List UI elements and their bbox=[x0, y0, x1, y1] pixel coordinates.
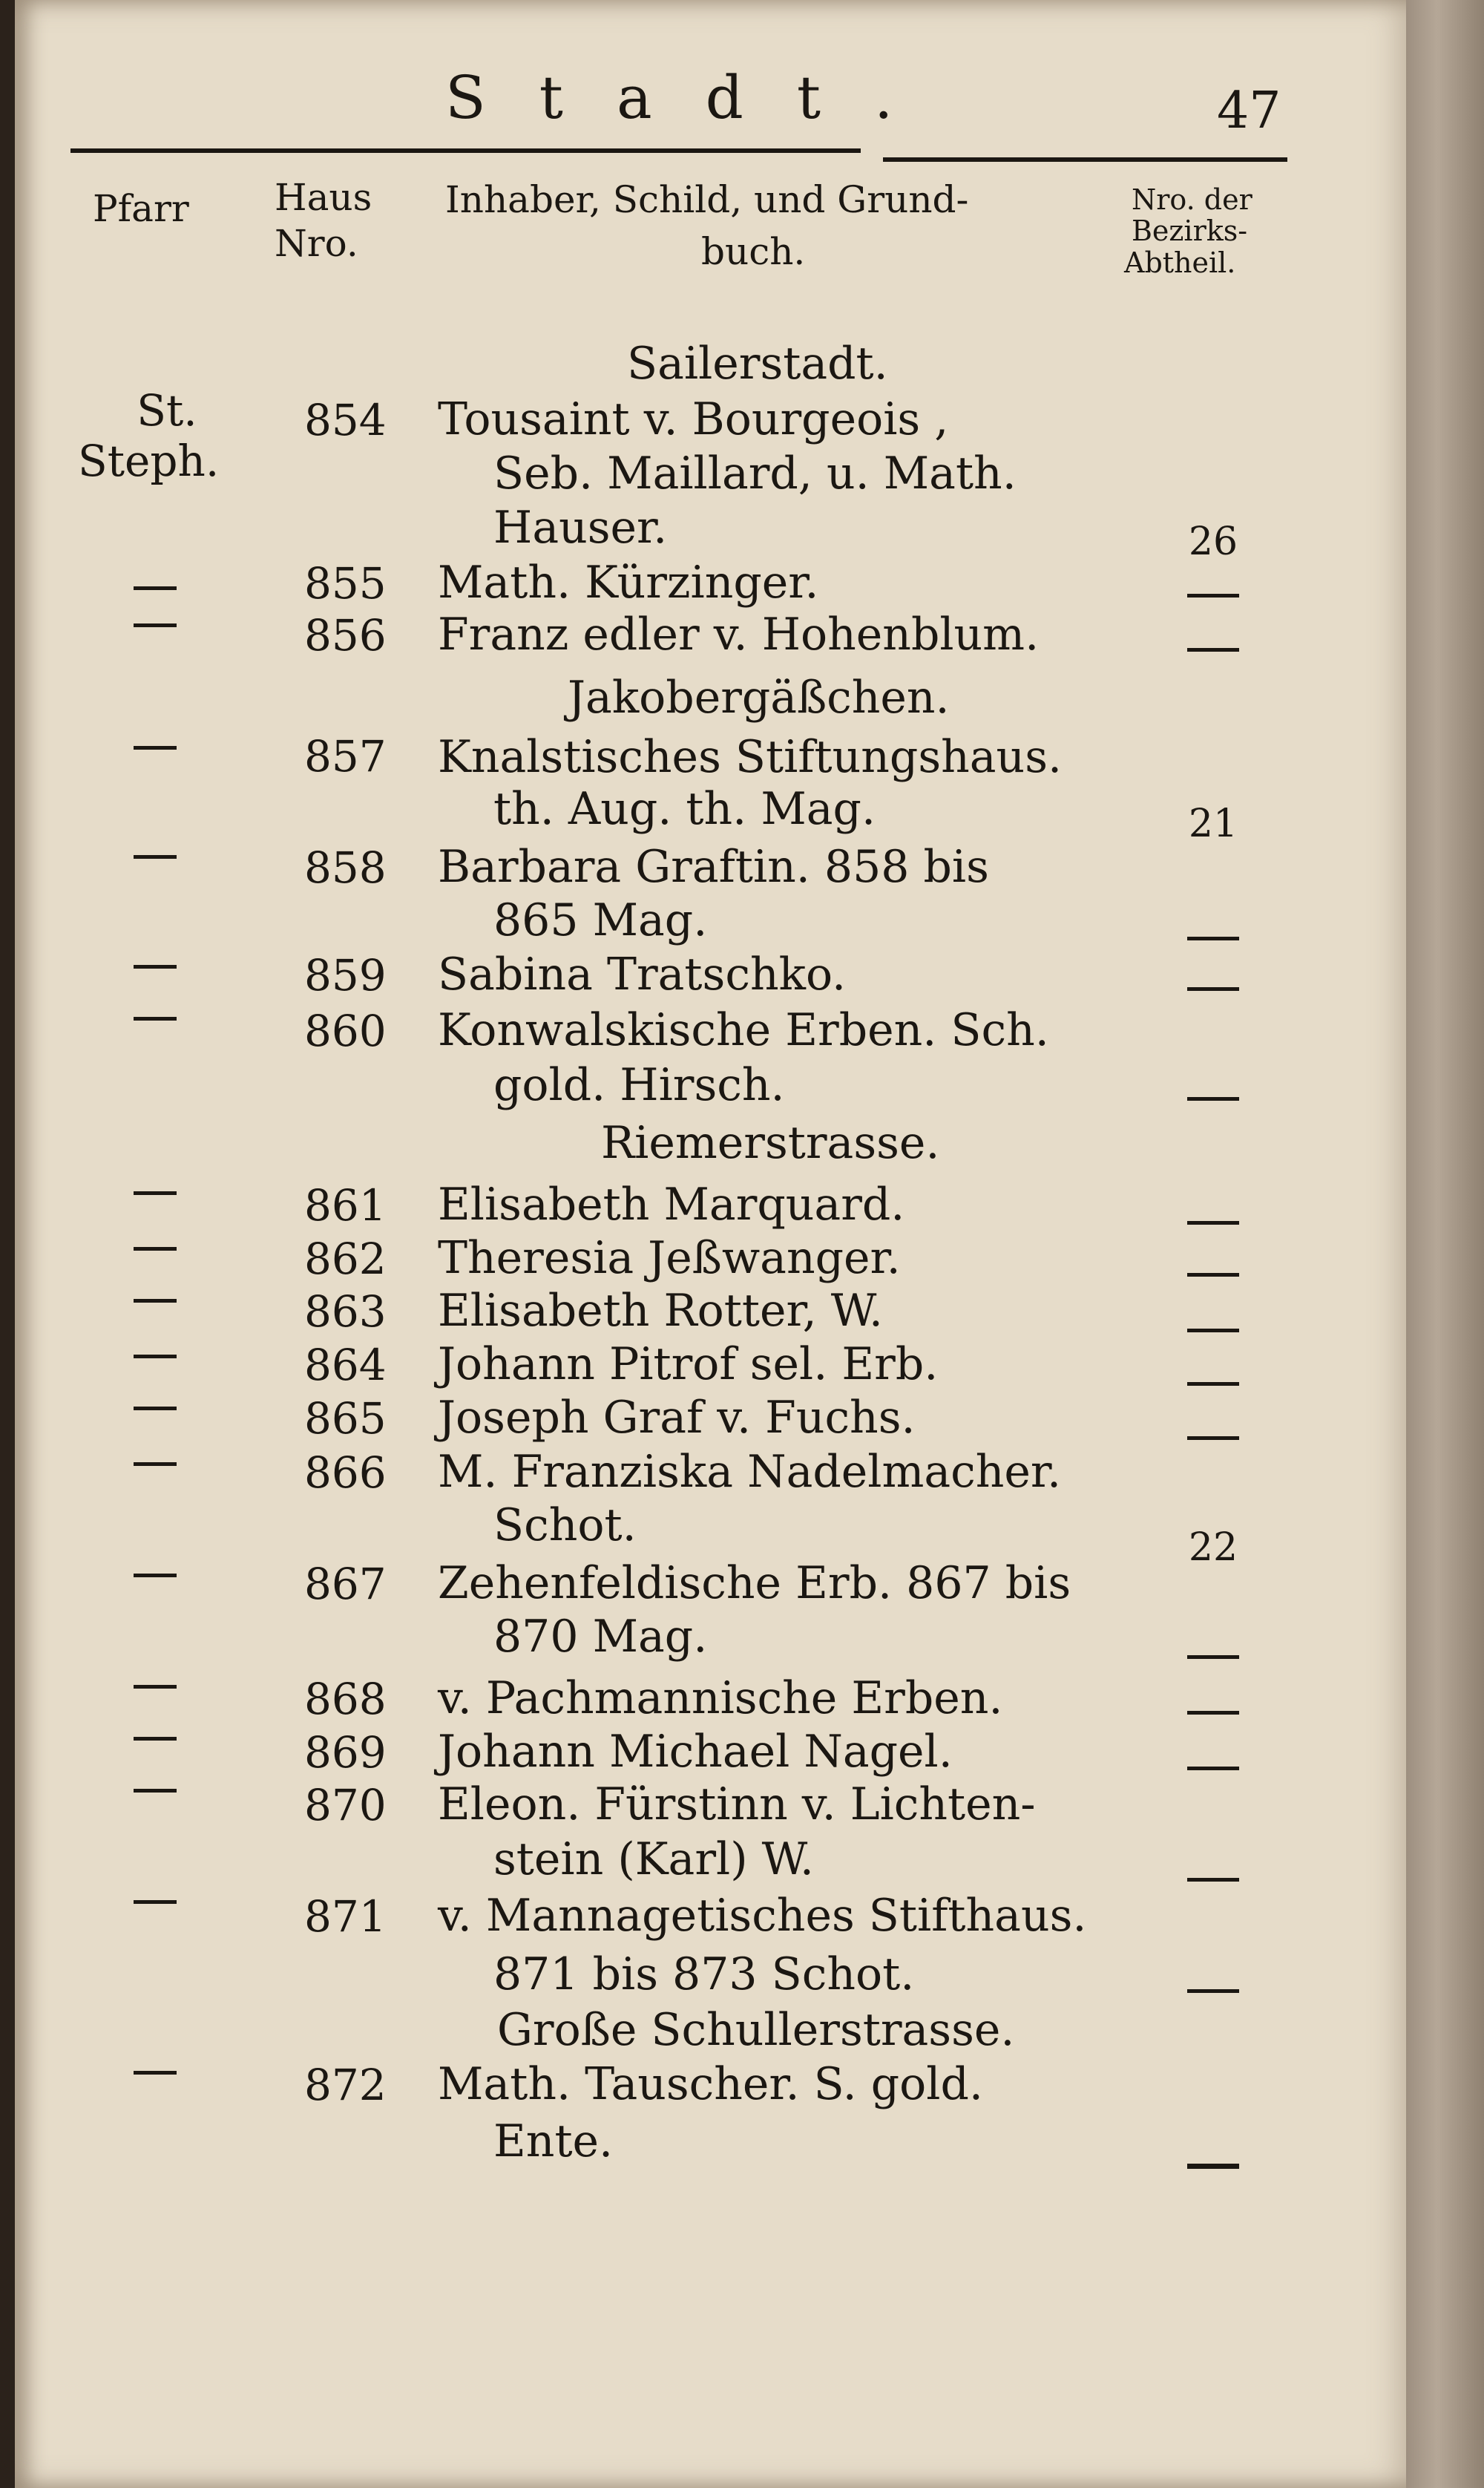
pfarr-ditto bbox=[134, 1789, 177, 1793]
page-title: Stadt. bbox=[445, 63, 947, 132]
header-rule-right bbox=[883, 157, 1287, 162]
district-ditto bbox=[1187, 1221, 1239, 1225]
district-ditto bbox=[1187, 1329, 1239, 1332]
house-number: 860 bbox=[304, 1006, 387, 1056]
owner-line: Elisabeth Rotter, W. bbox=[438, 1285, 883, 1337]
district-ditto bbox=[1187, 2164, 1239, 2169]
district-number: 22 bbox=[1188, 1525, 1238, 1570]
owner-line: Barbara Graftin. 858 bis bbox=[438, 841, 989, 893]
house-number: 867 bbox=[304, 1559, 387, 1609]
owner-line: Knalstisches Stiftungshaus. bbox=[438, 731, 1063, 783]
district-ditto bbox=[1187, 1436, 1239, 1440]
owner-line: Zehenfeldische Erb. 867 bis bbox=[438, 1557, 1071, 1609]
pfarr-ditto bbox=[134, 965, 177, 969]
owner-line: Johann Michael Nagel. bbox=[438, 1726, 953, 1778]
owner-line: stein (Karl) W. bbox=[493, 1833, 814, 1885]
district-ditto bbox=[1187, 1878, 1239, 1882]
district-ditto bbox=[1187, 1273, 1239, 1277]
district-ditto bbox=[1187, 1711, 1239, 1715]
owner-line: 871 bis 873 Schot. bbox=[493, 1948, 915, 2000]
owner-line: Eleon. Fürstinn v. Lichten- bbox=[438, 1778, 1036, 1830]
district-ditto bbox=[1187, 1382, 1239, 1386]
owner-line: Ente. bbox=[493, 2115, 614, 2167]
district-ditto bbox=[1187, 1655, 1239, 1659]
house-number: 864 bbox=[304, 1340, 387, 1390]
district-number: 26 bbox=[1188, 520, 1238, 564]
col-header-bezirk-1: Nro. der bbox=[1132, 183, 1252, 216]
owner-line: 870 Mag. bbox=[493, 1611, 708, 1663]
house-number: 855 bbox=[304, 558, 387, 609]
col-header-buch: buch. bbox=[701, 230, 806, 273]
page-edge bbox=[1406, 0, 1484, 2488]
house-number: 872 bbox=[304, 2060, 387, 2110]
pfarr-ditto bbox=[134, 855, 177, 859]
owner-line: Tousaint v. Bourgeois , bbox=[438, 393, 949, 445]
col-header-inhaber: Inhaber, Schild, und Grund- bbox=[445, 178, 969, 221]
pfarr-ditto bbox=[134, 623, 177, 627]
pfarr-ditto bbox=[134, 1462, 177, 1466]
owner-line: Theresia Jeßwanger. bbox=[438, 1232, 901, 1284]
owner-line: Math. Kürzinger. bbox=[438, 557, 819, 609]
street-heading: Jakobergäßchen. bbox=[568, 672, 950, 724]
col-header-haus: Haus bbox=[275, 176, 372, 219]
col-header-pfarr: Pfarr bbox=[93, 187, 189, 230]
house-number: 870 bbox=[304, 1780, 387, 1830]
page-number: 47 bbox=[1217, 82, 1281, 140]
house-number: 871 bbox=[304, 1891, 387, 1942]
district-number: 21 bbox=[1188, 802, 1238, 846]
pfarr-ditto bbox=[134, 1247, 177, 1251]
pfarr-ditto bbox=[134, 1017, 177, 1021]
owner-line: Joseph Graf v. Fuchs. bbox=[438, 1392, 916, 1444]
street-heading: Große Schullerstrasse. bbox=[497, 2004, 1015, 2056]
pfarr-label: Steph. bbox=[78, 436, 220, 486]
owner-line: Elisabeth Marquard. bbox=[438, 1179, 905, 1231]
house-number: 868 bbox=[304, 1674, 387, 1724]
pfarr-ditto bbox=[134, 1299, 177, 1303]
house-number: 869 bbox=[304, 1727, 387, 1778]
pfarr-ditto bbox=[134, 1574, 177, 1577]
street-heading: Sailerstadt. bbox=[627, 338, 888, 390]
owner-line: Hauser. bbox=[493, 502, 668, 554]
pfarr-ditto bbox=[134, 1355, 177, 1358]
pfarr-ditto bbox=[134, 586, 177, 590]
owner-line: Konwalskische Erben. Sch. bbox=[438, 1004, 1049, 1056]
pfarr-ditto bbox=[134, 1407, 177, 1410]
owner-line: th. Aug. th. Mag. bbox=[493, 783, 876, 835]
district-ditto bbox=[1187, 987, 1239, 991]
pfarr-ditto bbox=[134, 1737, 177, 1741]
pfarr-label: St. bbox=[137, 385, 197, 436]
pfarr-ditto bbox=[134, 746, 177, 750]
house-number: 865 bbox=[304, 1393, 387, 1444]
house-number: 854 bbox=[304, 395, 387, 445]
owner-line: Johann Pitrof sel. Erb. bbox=[438, 1338, 939, 1390]
pfarr-ditto bbox=[134, 1191, 177, 1195]
col-header-nro: Nro. bbox=[275, 222, 358, 265]
pfarr-ditto bbox=[134, 1900, 177, 1904]
district-ditto bbox=[1187, 648, 1239, 652]
street-heading: Riemerstrasse. bbox=[601, 1117, 940, 1169]
owner-line: gold. Hirsch. bbox=[493, 1059, 785, 1111]
owner-line: 865 Mag. bbox=[493, 894, 708, 946]
col-header-bezirk-2: Bezirks- bbox=[1132, 215, 1248, 247]
owner-line: Franz edler v. Hohenblum. bbox=[438, 609, 1040, 661]
owner-line: v. Mannagetisches Stifthaus. bbox=[438, 1890, 1087, 1942]
house-number: 857 bbox=[304, 731, 387, 782]
owner-line: v. Pachmannische Erben. bbox=[438, 1672, 1003, 1724]
house-number: 866 bbox=[304, 1447, 387, 1498]
district-ditto bbox=[1187, 1097, 1239, 1101]
district-ditto bbox=[1187, 594, 1239, 598]
book-gutter bbox=[0, 0, 16, 2488]
district-ditto bbox=[1187, 937, 1239, 940]
owner-line: Sabina Tratschko. bbox=[438, 949, 847, 1001]
owner-line: Math. Tauscher. S. gold. bbox=[438, 2058, 983, 2110]
pfarr-ditto bbox=[134, 2071, 177, 2075]
house-number: 858 bbox=[304, 842, 387, 893]
header-rule-left bbox=[70, 148, 861, 153]
house-number: 861 bbox=[304, 1180, 387, 1231]
col-header-bezirk-3: Abtheil. bbox=[1124, 246, 1236, 279]
house-number: 862 bbox=[304, 1234, 387, 1284]
house-number: 859 bbox=[304, 950, 387, 1001]
district-ditto bbox=[1187, 1767, 1239, 1770]
owner-line: M. Franziska Nadelmacher. bbox=[438, 1446, 1062, 1498]
house-number: 856 bbox=[304, 610, 387, 661]
owner-line: Seb. Maillard, u. Math. bbox=[493, 448, 1017, 500]
house-number: 863 bbox=[304, 1286, 387, 1337]
pfarr-ditto bbox=[134, 1685, 177, 1689]
district-ditto bbox=[1187, 1989, 1239, 1993]
owner-line: Schot. bbox=[493, 1499, 637, 1551]
